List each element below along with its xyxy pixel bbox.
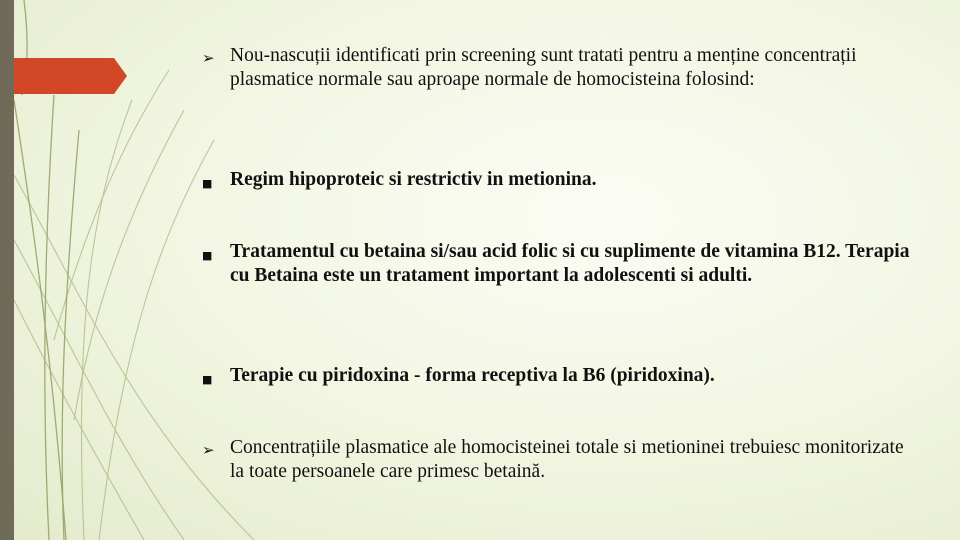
square-bullet-icon: ■ bbox=[202, 249, 213, 262]
bullet-2 bbox=[202, 168, 922, 192]
bullet-4 bbox=[202, 364, 922, 388]
bullet-text: Terapie cu piridoxina - forma receptiva la B6 (piridoxina). bbox=[230, 365, 715, 386]
bullet-5 bbox=[202, 436, 922, 484]
square-bullet-icon: ■ bbox=[202, 373, 213, 386]
bullet-1 bbox=[202, 44, 922, 92]
arrow-bullet-icon: ➢ bbox=[202, 49, 215, 67]
accent-arrow-shape bbox=[14, 58, 127, 94]
bullet-text: Nou-nascuții identificati prin screening sunt tratati pentru a menține concentrații plasmatice normale sau aproape normale de homocisteina folosind: bbox=[230, 45, 857, 90]
arrow-bullet-icon: ➢ bbox=[202, 441, 215, 459]
square-bullet-icon: ■ bbox=[202, 177, 213, 190]
slide bbox=[14, 0, 960, 540]
bullet-text: Tratamentul cu betaina si/sau acid folic si cu suplimente de vitamina B12. Terapia cu Betaina este un tratament important la adolescenti si adulti. bbox=[230, 241, 910, 286]
bullet-text: Regim hipoproteic si restrictiv in metionina. bbox=[230, 169, 597, 190]
bullet-text: Concentrațiile plasmatice ale homocisteinei totale si metioninei trebuiesc monitorizate la toate persoanele care primesc betaină. bbox=[230, 437, 904, 482]
bullet-3 bbox=[202, 240, 922, 288]
